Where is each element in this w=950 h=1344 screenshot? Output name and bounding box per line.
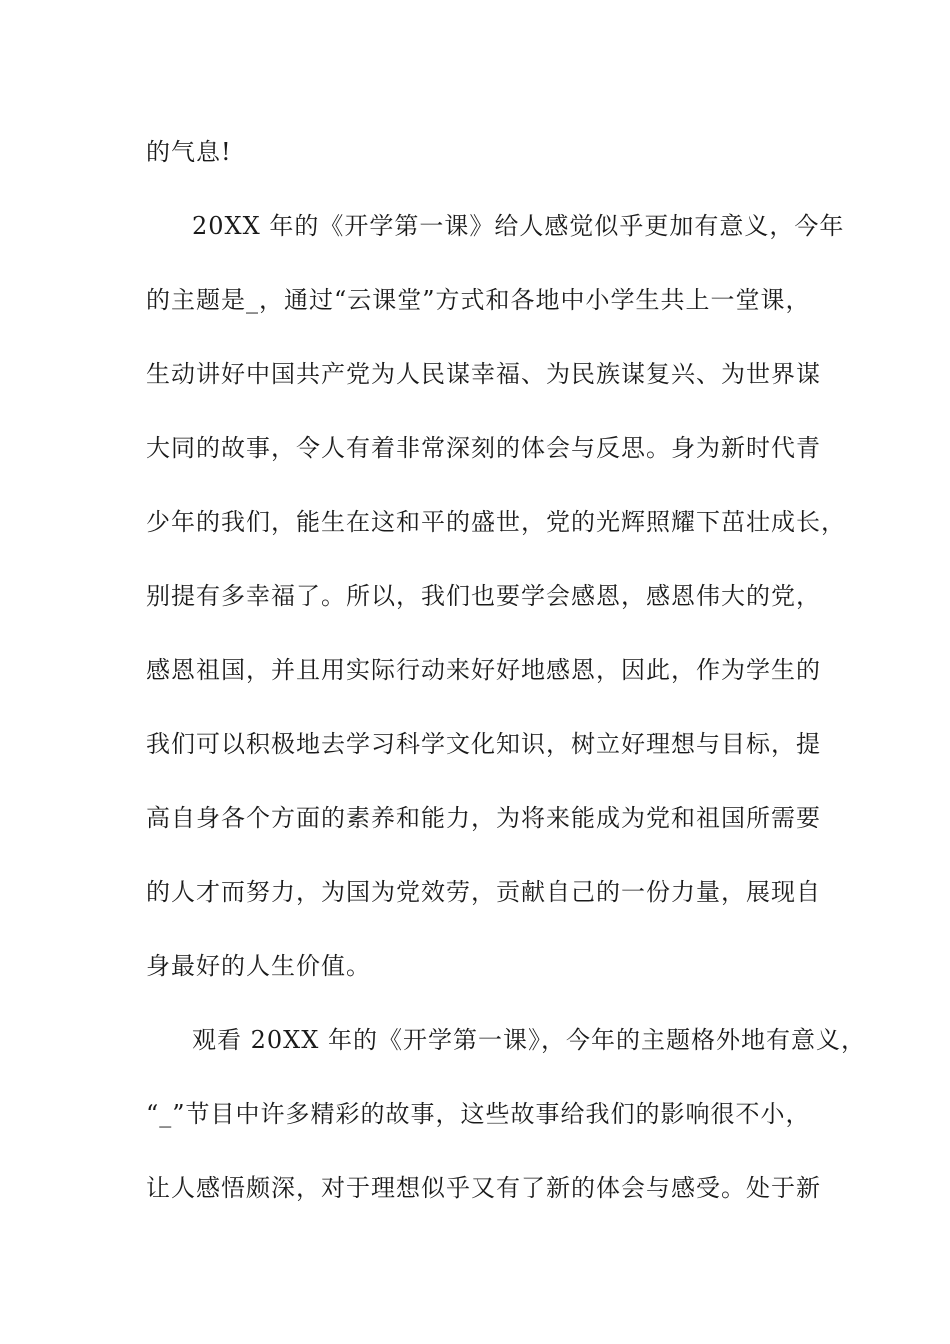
paragraph-first-line: 20XX 年的《开学第一课》给人感觉似乎更加有意义，今年 (192, 212, 845, 240)
paragraph-first-line: 观看 20XX 年的《开学第一课》，今年的主题格外地有意义， (192, 1026, 866, 1054)
text-line: 的气息! (146, 138, 232, 166)
text-line: 别提有多幸福了。所以，我们也要学会感恩，感恩伟大的党， (146, 582, 821, 610)
text-line: 我们可以积极地去学习科学文化知识，树立好理想与目标，提 (146, 730, 821, 758)
text-line: 身最好的人生价值。 (146, 952, 371, 980)
text-line: 大同的故事，令人有着非常深刻的体会与反思。身为新时代青 (146, 434, 821, 462)
text-line: 生动讲好中国共产党为人民谋幸福、为民族谋复兴、为世界谋 (146, 360, 821, 388)
text-line: “_”节目中许多精彩的故事，这些故事给我们的影响很不小， (146, 1100, 811, 1128)
text-line: 少年的我们，能生在这和平的盛世，党的光辉照耀下茁壮成长， (146, 508, 846, 536)
text-line: 的人才而努力，为国为党效劳，贡献自己的一份力量，展现自 (146, 878, 821, 906)
text-line: 的主题是_，通过“云课堂”方式和各地中小学生共上一堂课， (146, 286, 811, 314)
text-line: 感恩祖国，并且用实际行动来好好地感恩，因此，作为学生的 (146, 656, 821, 684)
text-line: 让人感悟颇深，对于理想似乎又有了新的体会与感受。处于新 (146, 1174, 821, 1202)
text-line: 高自身各个方面的素养和能力，为将来能成为党和祖国所需要 (146, 804, 821, 832)
